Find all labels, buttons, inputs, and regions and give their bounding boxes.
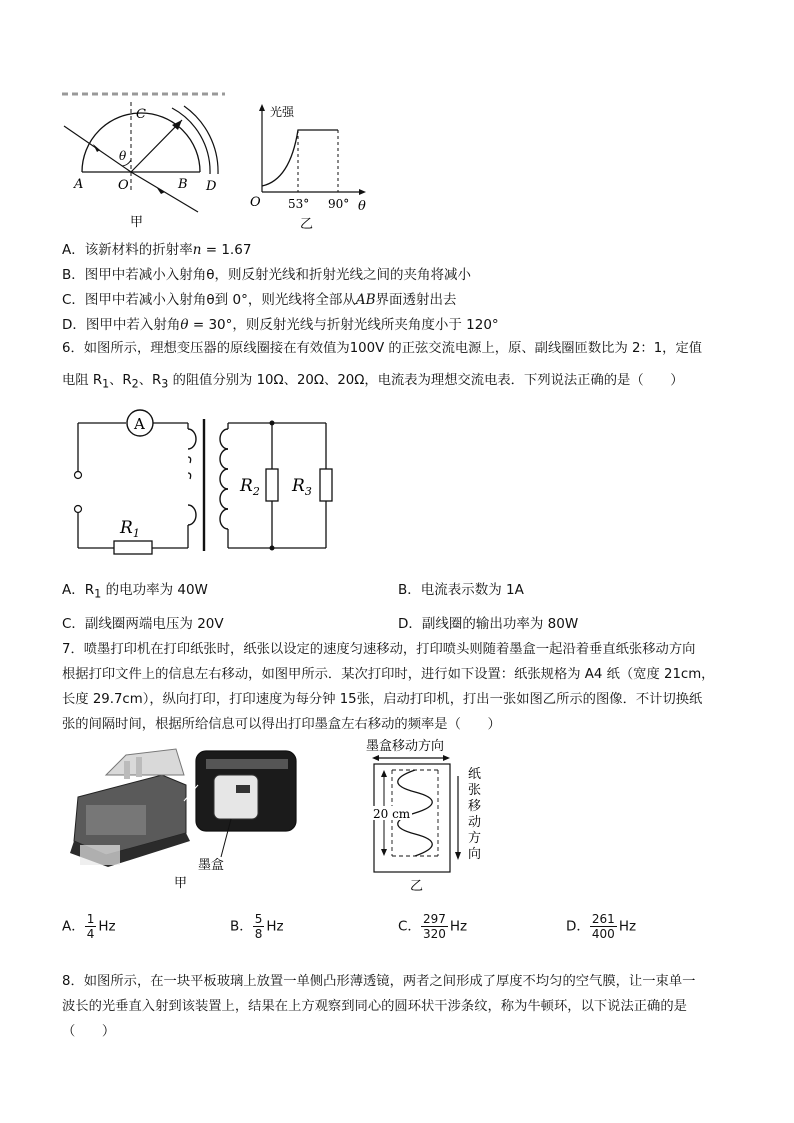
reflected-ray: [131, 120, 182, 172]
secondary-coil-loop2: [220, 449, 228, 469]
figure-paper-trace: [362, 736, 502, 896]
paper-dir-char-6: 向: [468, 847, 482, 862]
point-c: C: [136, 107, 146, 122]
q7-option-d[interactable]: [566, 912, 636, 941]
q5-option-d[interactable]: [62, 313, 499, 333]
q7-option-c-num: 297: [422, 912, 446, 926]
q7-option-c-den: 320: [422, 927, 446, 941]
q5-option-c-post: 界面透射出去: [375, 292, 457, 308]
q7-option-b-unit: Hz: [266, 918, 284, 935]
paper-dir-arrow-head: [455, 852, 461, 860]
label-jia-q7: 甲: [174, 876, 188, 891]
tray-slot: [124, 761, 130, 779]
primary-coil-dash2: [188, 473, 191, 479]
q6-option-b[interactable]: B．电流表示数为 1A: [398, 582, 524, 598]
q5-option-c[interactable]: [62, 288, 457, 308]
q7-option-d-unit: Hz: [618, 918, 637, 935]
cartridge: [214, 775, 258, 819]
q5-option-c-pre: C．图甲中若减小入射角θ到 0°，则光线将全部从: [62, 292, 356, 308]
point-d: D: [206, 179, 217, 194]
q5-option-c-ab: AB: [355, 292, 376, 308]
q7-option-b-num: 5: [254, 912, 263, 926]
paper-tray: [106, 749, 184, 775]
q5-option-a-val: = 1.67: [201, 242, 252, 258]
secondary-coil-loop3: [220, 469, 228, 489]
q7-option-d-den: 400: [591, 927, 615, 941]
paper-dir-char-3: 移: [468, 799, 482, 814]
node-bottom: [270, 546, 275, 551]
paper-dir-char-1: 纸: [468, 767, 482, 782]
secondary-coil-loop5: [220, 509, 228, 529]
q5-option-d-theta: θ: [180, 317, 189, 333]
q8-stem-line3: （ ）: [62, 1024, 116, 1039]
q7-option-a[interactable]: [62, 912, 116, 941]
q6-option-d[interactable]: D．副线圈的输出功率为 80W: [398, 616, 579, 632]
r3-letter: R: [292, 476, 305, 496]
r2-label: [239, 476, 260, 498]
point-o: O: [118, 178, 129, 193]
q7-option-c-fraction: [421, 912, 448, 941]
q7-option-b-fraction: [253, 912, 265, 941]
q6-sub3: 3: [161, 377, 169, 391]
cart-dir-arrow-left: [372, 755, 379, 761]
tick-90: 90°: [328, 197, 350, 211]
q5-option-a-n: n: [192, 242, 202, 258]
ammeter-label: A: [134, 415, 145, 433]
paper-dir-char-5: 方: [468, 831, 482, 846]
x-axis-label: θ: [358, 199, 366, 214]
label-yi: 乙: [300, 217, 314, 232]
q7-option-b[interactable]: [230, 912, 284, 941]
cart-dir-arrow-right: [443, 755, 450, 761]
q6-option-a-text: A．R: [62, 582, 95, 598]
q6-sub1: 1: [102, 377, 110, 391]
q6-stem-line1: 6．如图所示，理想变压器的原线圈接在有效值为100V 的正弦交流电源上，原、副线圈匝数比为 2：1，定值: [62, 341, 703, 356]
origin-label: O: [250, 195, 261, 210]
secondary-coil-loop4: [220, 489, 228, 509]
secondary-coil-loop1: [220, 429, 228, 449]
q7-option-c-unit: Hz: [449, 918, 468, 935]
q6-stem-r: 电阻 R: [62, 373, 103, 388]
resistor-r2: [266, 469, 278, 501]
q5-option-d-pre: D．图甲中若入射角: [62, 317, 181, 333]
q7-option-a-num: 1: [86, 912, 95, 926]
r2-sub: 2: [252, 485, 260, 498]
q7-stem-line3: 长度 29.7cm），纵向打印，打印速度为每分钟 15张，启动打印机，打出一张如图乙所示的图像．不计切换纸: [62, 692, 703, 707]
printer-noise: [80, 845, 120, 865]
cartridge-direction-label: 墨盒移动方向: [366, 739, 445, 754]
label-jia: 甲: [130, 215, 144, 230]
label-yi-q7: 乙: [410, 879, 424, 894]
q6-option-c[interactable]: C．副线圈两端电压为 20V: [62, 616, 224, 632]
r1-sub: 1: [132, 527, 140, 540]
q7-option-d-num: 261: [591, 912, 615, 926]
q7-option-b-letter: B．: [230, 918, 253, 935]
q6-stem-line2: [62, 369, 684, 391]
q7-option-d-fraction: [590, 912, 617, 941]
tray-slot-2: [136, 757, 142, 777]
r1-letter: R: [120, 518, 133, 538]
q6-option-a-rest: 的电功率为 40W: [101, 582, 208, 598]
q7-option-a-letter: A．: [62, 918, 85, 935]
figure-transformer-circuit: [70, 405, 340, 555]
resistor-r3: [320, 469, 332, 501]
intensity-curve: [262, 130, 338, 186]
primary-coil-dash1: [188, 457, 191, 463]
q5-option-a[interactable]: [62, 238, 251, 258]
q7-stem-line1: 7．喷墨打印机在打印纸张时，纸张以设定的速度匀速移动，打印喷头则随着墨盒一起沿着垂直纸张移动方向: [62, 642, 696, 657]
point-a: A: [74, 177, 84, 192]
q5-option-b[interactable]: B．图甲中若减小入射角θ，则反射光线和折射光线之间的夹角将减小: [62, 267, 472, 283]
q6-option-a-sub: 1: [94, 587, 102, 601]
resistor-r1: [114, 541, 152, 554]
q8-stem-line1: 8．如图所示，在一块平板玻璃上放置一单侧凸形薄透镜，两者之间形成了厚度不均匀的空气膜，让一束单一: [62, 974, 696, 989]
tick-53: 53°: [288, 197, 310, 211]
point-b: B: [178, 177, 188, 192]
q7-option-a-den: 4: [86, 927, 95, 941]
y-axis-label: 光强: [270, 105, 295, 119]
length-label: 20 cm: [373, 807, 411, 821]
q7-stem-line4: 张的间隔时间，根据所给信息可以得出打印墨盒左右移动的频率是（ ）: [62, 717, 501, 732]
q7-option-c-letter: C．: [398, 918, 421, 935]
q7-option-a-fraction: [85, 912, 97, 941]
paper-dir-char-2: 张: [468, 783, 482, 798]
terminal-bottom: [75, 506, 82, 513]
printer-window: [86, 805, 146, 835]
q7-option-a-unit: Hz: [98, 918, 116, 935]
q6-sub2: 2: [131, 377, 139, 391]
q7-stem-line2: 根据打印文件上的信息左右移动，如图甲所示．某次打印时，进行如下设置：纸张规格为 A4 纸（宽度 21cm，: [62, 667, 715, 682]
q7-option-d-letter: D．: [566, 918, 590, 935]
r2-letter: R: [240, 476, 253, 496]
incident-arrow: [93, 144, 100, 152]
figure-intensity-yi: [250, 100, 380, 232]
q6-stem-r3: 、R: [138, 373, 162, 388]
q5-option-a-text: A．该新材料的折射率: [62, 242, 193, 258]
r1-label: [119, 518, 140, 540]
x-axis-arrow: [359, 189, 366, 195]
paper-dir-char-4: 动: [468, 815, 482, 830]
figure-printer-photo: [66, 745, 302, 893]
figure-refraction-jia: [60, 92, 230, 232]
q5-option-d-post: = 30°，则反射光线与折射光线所夹角度小于 120°: [188, 317, 499, 333]
outer-arc-d: [184, 106, 218, 174]
q7-option-b-den: 8: [254, 927, 263, 941]
r3-label: [291, 476, 312, 498]
y-axis-arrow: [259, 104, 265, 111]
node-top: [270, 421, 275, 426]
primary-coil-loop1: [188, 429, 196, 449]
cartridge-label: [236, 785, 250, 793]
cartridge-label-text: 墨盒: [198, 858, 225, 873]
terminal-top: [75, 472, 82, 479]
r3-sub: 3: [304, 485, 312, 498]
inset-rail: [206, 759, 288, 769]
q8-stem-line2: 波长的光垂直入射到该装置上，结果在上方观察到同心的圆环状干涉条纹，称为牛顿环，以下说法正确的是: [62, 999, 687, 1014]
q6-stem-r2: 、R: [109, 373, 132, 388]
primary-coil-loop2: [188, 505, 196, 525]
q7-option-c[interactable]: [398, 912, 467, 941]
q6-stem-rest: 的阻值分别为 10Ω、20Ω、20Ω，电流表为理想交流电表．下列说法正确的是（ ）: [168, 373, 684, 388]
theta-label: θ: [119, 149, 127, 163]
q6-option-a[interactable]: [62, 578, 208, 601]
